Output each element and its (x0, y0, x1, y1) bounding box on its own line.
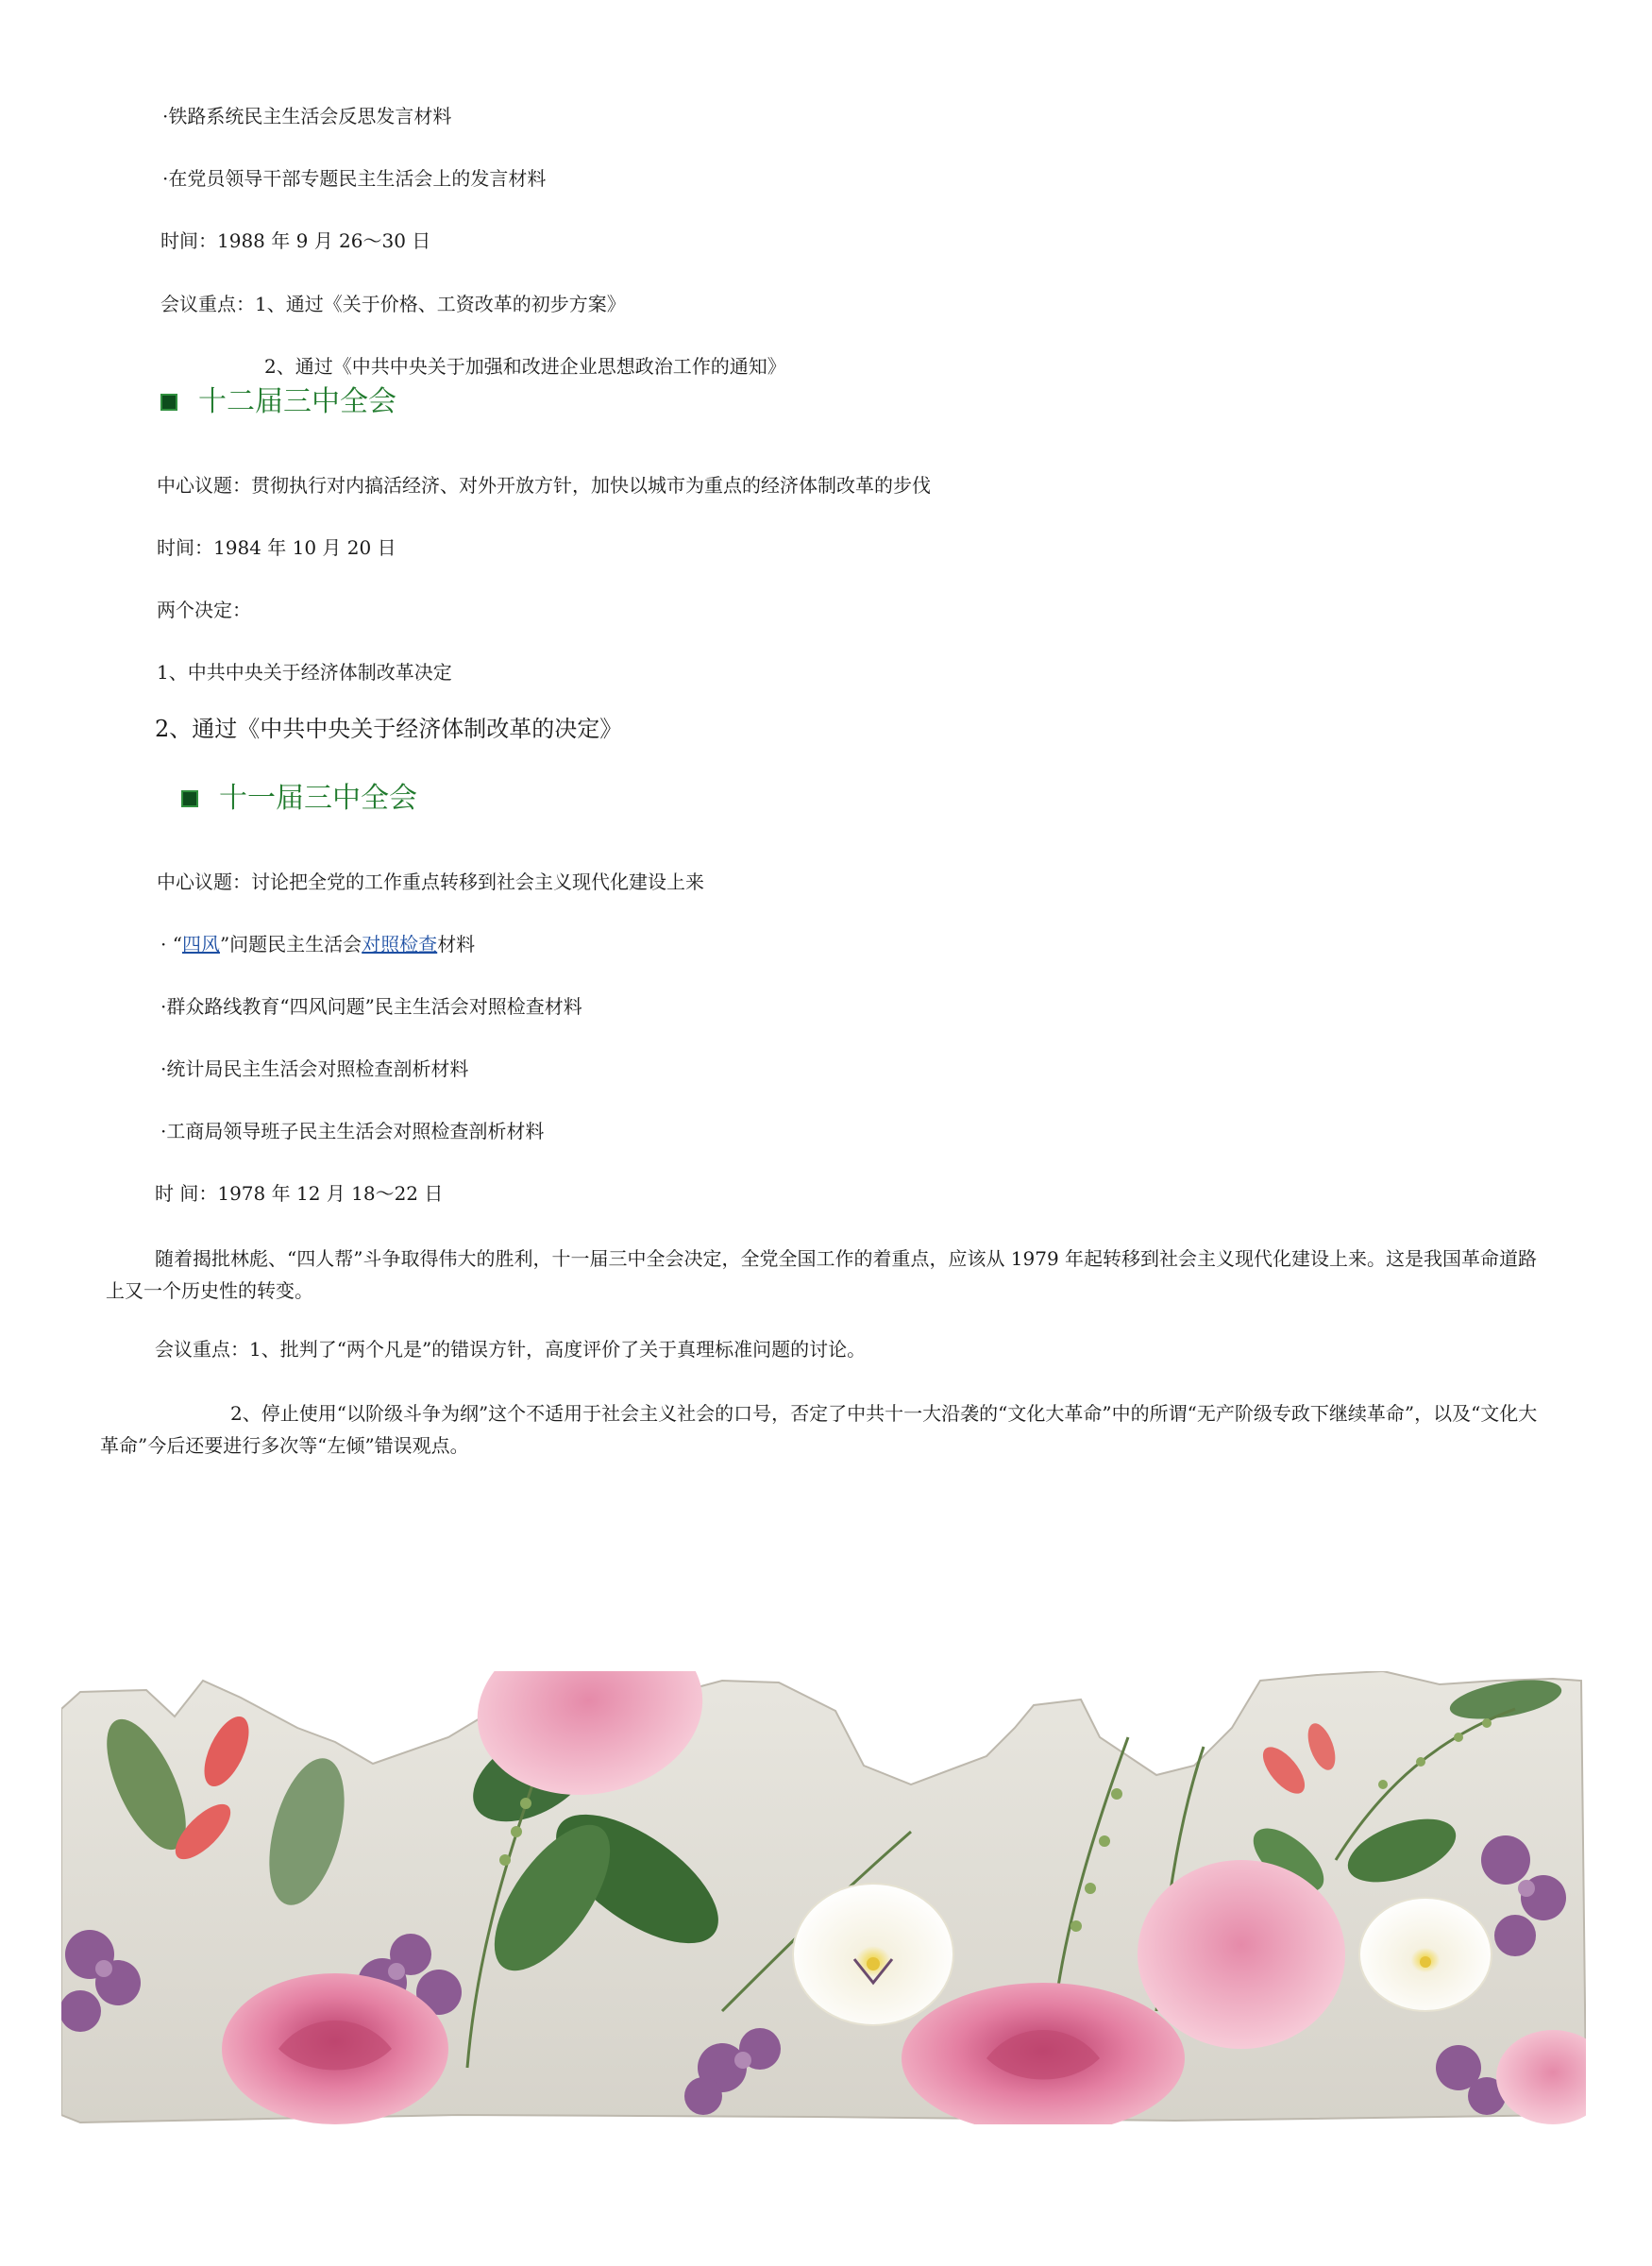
time-1978: 时 间：1978 年 12 月 18～22 日 (155, 1182, 444, 1205)
decisions-label: 两个决定： (157, 599, 251, 621)
bullet-party-leader-material: ·在党员领导干部专题民主生活会上的发言材料 (162, 167, 547, 190)
bullet-commerce-material: ·工商局领导班子民主生活会对照检查剖析材料 (160, 1120, 545, 1142)
focus-1988-2: 2、通过《中共中央关于加强和改进企业思想政治工作的通知》 (264, 355, 786, 378)
decision-2: 2、通过《中共中央关于经济体制改革的决定》 (155, 716, 623, 742)
bullet-mass-line-material: ·群众路线教育“四风问题”民主生活会对照检查材料 (160, 995, 582, 1018)
focus-1978-1: 会议重点：1、批判了“两个凡是”的错误方针，高度评价了关于真理标准问题的讨论。 (155, 1338, 867, 1361)
bullet-statistics-material: ·统计局民主生活会对照检查剖析材料 (160, 1057, 469, 1080)
decision-1: 1、中共中央关于经济体制改革决定 (157, 661, 452, 684)
bullet-prefix: · “ (160, 933, 182, 955)
focus-1978-2: 2、停止使用“以阶级斗争为纲”这个不适用于社会主义社会的口号，否定了中共十一大沿袭的“文化大革命”中的所谓“无产阶级专政下继续革命”，以及“文化大革命”今后还要进行多次等“左倾”错误观点。 (100, 1402, 1538, 1457)
topic-11th: 中心议题：讨论把全党的工作重点转移到社会主义现代化建设上来 (157, 871, 704, 893)
green-square-icon (181, 790, 198, 807)
heading-12th-text: 十二届三中全会 (198, 385, 396, 418)
paragraph-historic-turn: 随着揭批林彪、“四人帮”斗争取得伟大的胜利，十一届三中全会决定，全党全国工作的着重点，应该从 1979 年起转移到社会主义现代化建设上来。这是我国革命道路上又一个历史性的转变。 (106, 1247, 1538, 1302)
bullet-suffix: 材料 (437, 933, 476, 955)
focus-1988-1: 会议重点：1、通过《关于价格、工资改革的初步方案》 (160, 293, 626, 315)
time-1984: 时间：1984 年 10 月 20 日 (157, 536, 396, 559)
green-square-icon (160, 394, 177, 411)
bullet-four-winds-material (160, 931, 475, 957)
topic-12th: 中心议题：贯彻执行对内搞活经济、对外开放方针，加快以城市为重点的经济体制改革的步伐 (157, 474, 931, 497)
time-1988: 时间：1988 年 9 月 26～30 日 (160, 229, 431, 252)
link-four-winds[interactable]: 四风 (181, 933, 220, 955)
flower-border-image (61, 1671, 1586, 2124)
bullet-mid: ”问题民主生活会 (219, 933, 362, 955)
heading-12th-third-plenum (160, 383, 396, 421)
heading-11th-text: 十一届三中全会 (219, 782, 417, 815)
link-self-check[interactable]: 对照检查 (362, 933, 438, 955)
bullet-railway-material: ·铁路系统民主生活会反思发言材料 (162, 105, 452, 127)
heading-11th-third-plenum (181, 780, 417, 818)
